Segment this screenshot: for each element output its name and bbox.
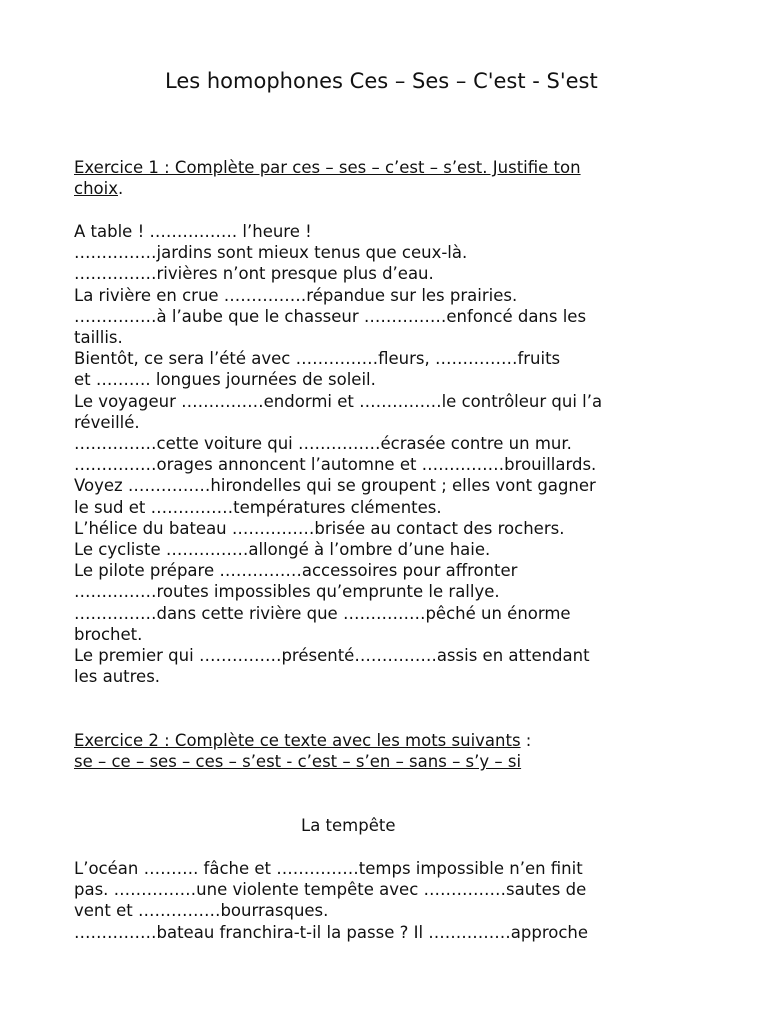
exercise-1-line: A table ! ……………. l’heure !: [74, 222, 312, 241]
exercise-1-line: ……………dans cette rivière que ……………pêché un énorme: [74, 603, 571, 623]
exercise-1-line: Le pilote prépare ……………accessoires pour affronter: [74, 561, 518, 581]
exercise-2-heading-tail: :: [520, 731, 532, 750]
exercise-2-text: [74, 858, 704, 943]
exercise-2-heading: [74, 730, 704, 772]
exercise-1-line: ……………à l’aube que le chasseur ……………enfoncé dans les: [74, 306, 587, 326]
exercise-1-line: ……………jardins sont mieux tenus que ceux-là.: [74, 243, 468, 263]
exercise-1-heading-tail: .: [117, 179, 124, 199]
exercise-1-line: réveillé.: [74, 412, 140, 432]
exercise-1-line: ……………rivières n’ont presque plus d’eau.: [74, 264, 434, 284]
exercise-1-line: brochet.: [74, 624, 143, 644]
exercise-1-line: La rivière en crue ……………répandue sur les prairies.: [74, 285, 518, 305]
exercise-1-line: ……………routes impossibles qu’emprunte le rallye.: [74, 582, 500, 602]
exercise-1-line: taillis.: [74, 328, 123, 348]
exercise-2-word-list: se – ce – ses – ces – s’est - c’est – s’en – sans – s’y – si: [74, 752, 522, 772]
text-line: pas. ……………une violente tempête avec ……………sautes de: [74, 880, 587, 900]
exercise-2-heading-text: Exercice 2 : Complète ce texte avec les mots suivants: [74, 731, 521, 750]
exercise-1-line: L’hélice du bateau ……………brisée au contact des rochers.: [74, 518, 565, 538]
text-line: vent et ……………bourrasques.: [74, 901, 329, 921]
exercise-1-line: les autres.: [74, 667, 161, 687]
text-title: La tempête: [301, 816, 396, 835]
exercise-1-line: Le cycliste ……………allongé à l’ombre d’une haie.: [74, 540, 491, 560]
exercise-1-line: le sud et ……………températures clémentes.: [74, 497, 442, 517]
exercise-1-heading-word: choix: [74, 179, 118, 199]
exercise-1-line: et ………. longues journées de soleil.: [74, 370, 376, 390]
exercise-1-heading: [74, 157, 704, 199]
exercise-1-sentences: [74, 221, 704, 687]
exercise-1-line: ……………orages annoncent l’automne et ……………brouillards.: [74, 455, 597, 475]
exercise-1-heading-text: Exercice 1 : Complète par ces – ses – c’est – s’est. Justifie ton: [74, 158, 581, 177]
exercise-1-line: Le premier qui ……………présenté……………assis en attendant: [74, 646, 590, 666]
exercise-1-line: Voyez ……………hirondelles qui se groupent ; elles vont gagner: [74, 476, 596, 496]
page-title: Les homophones Ces – Ses – C'est - S'est: [165, 69, 598, 93]
text-line: ……………bateau franchira-t-il la passe ? Il ……………approche: [74, 922, 589, 942]
text-line: L’océan ………. fâche et ……………temps impossible n’en finit: [74, 859, 583, 878]
exercise-1-line: Le voyageur ……………endormi et ……………le contrôleur qui l’a: [74, 391, 603, 411]
exercise-1-line: ……………cette voiture qui ……………écrasée contre un mur.: [74, 434, 572, 454]
exercise-1-line: Bientôt, ce sera l’été avec ……………fleurs, ……………fruits: [74, 349, 561, 369]
